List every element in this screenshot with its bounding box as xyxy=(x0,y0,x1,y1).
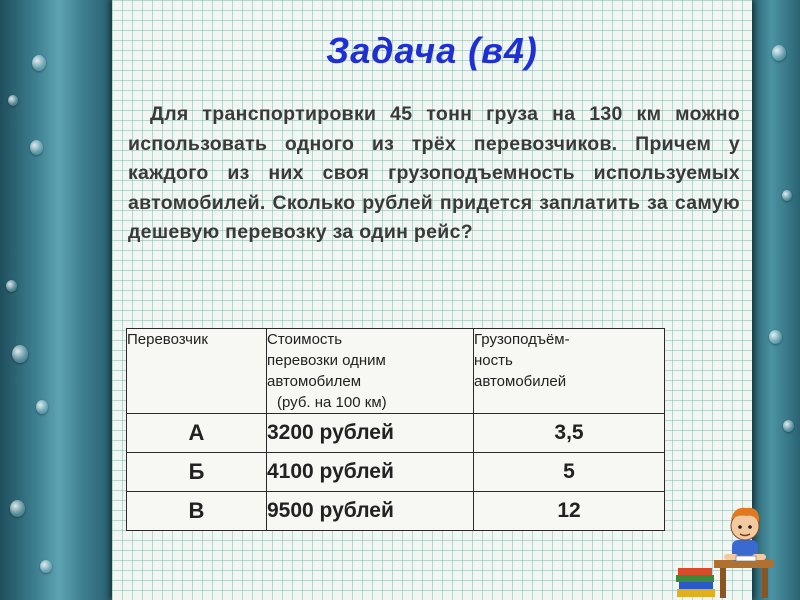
header-cost: Стоимость перевозки одним автомобилем (руб. на 100 км) xyxy=(267,329,474,414)
water-drop-icon xyxy=(10,500,25,517)
carrier-cell: В xyxy=(127,492,267,531)
carrier-cell: Б xyxy=(127,453,267,492)
cost-cell: 3200 рублей xyxy=(267,414,474,453)
capacity-cell: 12 xyxy=(474,492,665,531)
capacity-cell: 3,5 xyxy=(474,414,665,453)
table-row xyxy=(127,453,665,492)
water-drop-icon xyxy=(12,345,28,363)
slide-title: Задача (в4) xyxy=(326,30,538,71)
problem-text: Для транспортировки 45 тонн груза на 130 км можно использовать одного из трёх перевозчиков. Причем у каждого из них своя грузоподъемность используемых автомобилей. Сколько рублей придется заплатить за самую дешевую перевозку за один рейс? xyxy=(128,103,740,243)
header-carrier: Перевозчик xyxy=(127,329,267,414)
water-drop-icon xyxy=(783,420,794,432)
water-drop-icon xyxy=(782,190,792,201)
water-drop-icon xyxy=(36,400,48,414)
water-drop-icon xyxy=(32,55,46,71)
water-drop-icon xyxy=(772,45,786,61)
header-capacity: Грузоподъём- ность автомобилей xyxy=(474,329,665,414)
water-drop-icon xyxy=(40,560,52,573)
table-row xyxy=(127,414,665,453)
carrier-cell: А xyxy=(127,414,267,453)
cost-cell: 9500 рублей xyxy=(267,492,474,531)
cost-cell: 4100 рублей xyxy=(267,453,474,492)
water-drop-icon xyxy=(8,95,18,106)
water-drop-icon xyxy=(30,140,43,155)
table-row xyxy=(127,492,665,531)
carriers-table xyxy=(126,328,665,531)
table-header-row xyxy=(127,329,665,414)
slide-page xyxy=(112,0,752,600)
water-drop-icon xyxy=(769,330,782,344)
boy-at-desk-icon xyxy=(674,490,794,600)
capacity-cell: 5 xyxy=(474,453,665,492)
water-drop-icon xyxy=(6,280,17,292)
